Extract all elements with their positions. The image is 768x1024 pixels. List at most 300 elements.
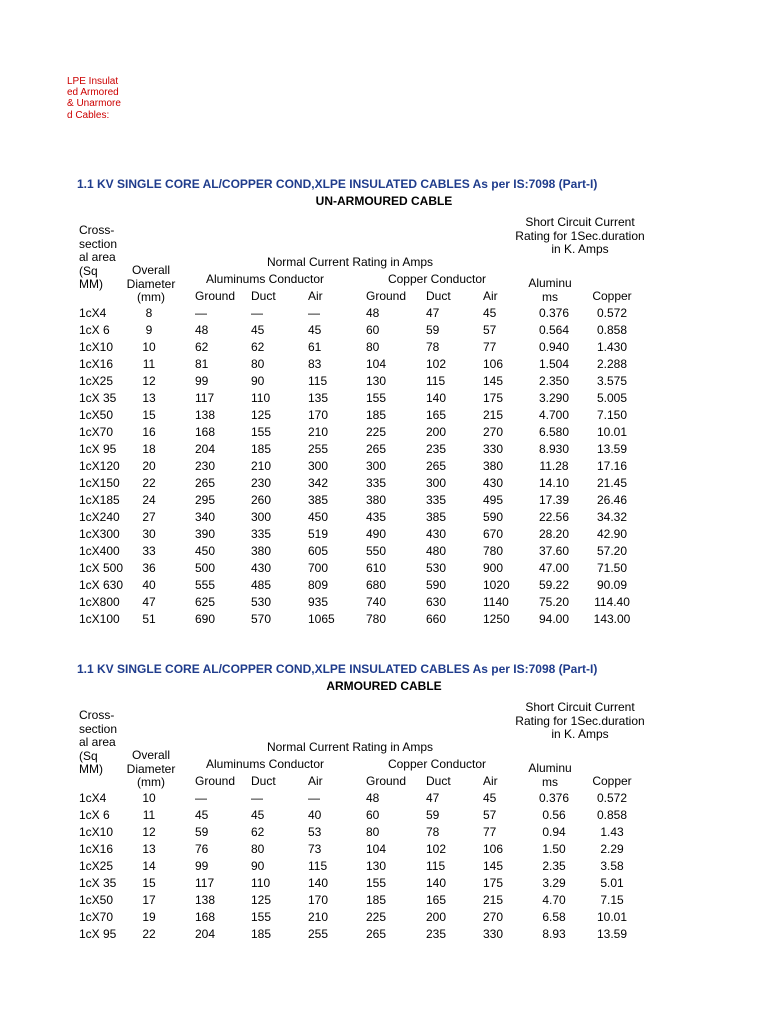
cell-overall-diameter: 33: [142, 544, 156, 558]
cell-cu-ground: 300: [366, 459, 387, 473]
cell-al-duct: 90: [251, 374, 265, 388]
cell-al-air: 385: [308, 493, 329, 507]
cell-cu-duct: 59: [426, 808, 440, 822]
cell-al-ground: 99: [195, 374, 209, 388]
cell-al-duct: 185: [251, 442, 272, 456]
table-row: [0, 560, 768, 577]
cell-al-air: 255: [308, 442, 329, 456]
cell-al-duct: —: [251, 306, 263, 320]
header-al-ground: Ground: [195, 289, 236, 303]
cell-al-ground: 204: [195, 927, 216, 941]
table-row: [0, 458, 768, 475]
cell-overall-diameter: 22: [142, 476, 156, 490]
cell-sc-copper: 13.59: [596, 927, 628, 941]
cell-cu-air: 670: [483, 527, 504, 541]
cell-cu-ground: 435: [366, 510, 387, 524]
cell-al-air: 170: [308, 408, 329, 422]
cell-al-air: 210: [308, 910, 329, 924]
cell-al-ground: 690: [195, 612, 216, 626]
cell-al-ground: 295: [195, 493, 216, 507]
cell-overall-diameter: 14: [142, 859, 156, 873]
table-row: [0, 390, 768, 407]
cell-cu-air: 1140: [483, 595, 509, 609]
cell-cu-ground: 60: [366, 808, 380, 822]
cell-cu-air: 175: [483, 876, 504, 890]
cell-cross-section: 1cX300: [79, 527, 120, 541]
cell-al-ground: 168: [195, 910, 216, 924]
cell-al-ground: 59: [195, 825, 209, 839]
header-normal-rating: Normal Current Rating in Amps: [266, 255, 434, 269]
cell-cu-duct: 200: [426, 425, 447, 439]
cell-al-ground: 500: [195, 561, 216, 575]
cell-cu-air: 45: [483, 306, 497, 320]
table-row: [0, 441, 768, 458]
cell-al-duct: —: [251, 791, 263, 805]
cell-sc-copper: 57.20: [596, 544, 628, 558]
cell-cu-air: 330: [483, 442, 504, 456]
cell-cu-duct: 430: [426, 527, 447, 541]
cell-cross-section: 1cX 95: [79, 442, 117, 456]
cell-sc-copper: 34.32: [596, 510, 628, 524]
cell-cu-duct: 165: [426, 408, 447, 422]
cell-al-air: 605: [308, 544, 329, 558]
table-row: [0, 407, 768, 424]
cell-cross-section: 1cX 35: [79, 391, 117, 405]
cell-al-air: 83: [308, 357, 322, 371]
header-cu-air: Air: [483, 289, 498, 303]
cell-cu-air: 45: [483, 791, 497, 805]
cell-al-air: 135: [308, 391, 329, 405]
cell-al-air: 115: [308, 374, 328, 388]
table-row: [0, 526, 768, 543]
cell-overall-diameter: 15: [142, 876, 156, 890]
cell-cu-ground: 335: [366, 476, 387, 490]
table-row: [0, 824, 768, 841]
cell-al-ground: 76: [195, 842, 209, 856]
cell-cross-section: 1cX10: [79, 825, 114, 839]
cell-sc-aluminums: 28.20: [538, 527, 570, 541]
cell-sc-aluminums: 0.56: [542, 808, 566, 822]
cell-al-air: 300: [308, 459, 329, 473]
cell-cross-section: 1cX 6: [79, 323, 110, 337]
cell-al-duct: 230: [251, 476, 272, 490]
cell-cross-section: 1cX240: [79, 510, 120, 524]
cell-overall-diameter: 22: [142, 927, 156, 941]
cell-al-ground: 138: [195, 893, 216, 907]
cell-sc-aluminums: 3.29: [542, 876, 566, 890]
cell-cu-air: 215: [483, 893, 504, 907]
cell-cross-section: 1cX 6: [79, 808, 110, 822]
cell-overall-diameter: 18: [142, 442, 156, 456]
cell-cu-ground: 80: [366, 340, 380, 354]
cell-cu-ground: 104: [366, 842, 387, 856]
table-row: [0, 909, 768, 926]
cell-cu-ground: 780: [366, 612, 387, 626]
cell-al-ground: 168: [195, 425, 216, 439]
header-cu-conductor: Copper Conductor: [387, 757, 487, 771]
cell-cross-section: 1cX4: [79, 791, 107, 805]
cell-cu-ground: 490: [366, 527, 387, 541]
header-overall-diameter: Overall Diameter (mm): [126, 748, 176, 789]
header-cu-conductor: Copper Conductor: [387, 272, 487, 286]
cell-cross-section: 1cX70: [79, 425, 114, 439]
cell-cross-section: 1cX70: [79, 910, 114, 924]
cell-cu-ground: 265: [366, 927, 387, 941]
table-row: [0, 509, 768, 526]
cell-cross-section: 1cX400: [79, 544, 120, 558]
cell-al-air: 61: [308, 340, 322, 354]
cell-overall-diameter: 8: [145, 306, 153, 320]
header-al-air: Air: [308, 289, 323, 303]
cell-cu-duct: 140: [426, 391, 447, 405]
cell-al-duct: 335: [251, 527, 272, 541]
cell-al-ground: 555: [195, 578, 216, 592]
cell-overall-diameter: 51: [142, 612, 156, 626]
cell-overall-diameter: 20: [142, 459, 156, 473]
cell-al-air: 1065: [308, 612, 335, 626]
cell-cu-duct: 78: [426, 825, 440, 839]
cell-overall-diameter: 17: [142, 893, 156, 907]
cell-cu-duct: 200: [426, 910, 447, 924]
cell-cu-air: 57: [483, 808, 497, 822]
cell-al-duct: 125: [251, 408, 272, 422]
cell-cu-air: 270: [483, 910, 504, 924]
cell-cu-air: 270: [483, 425, 504, 439]
table-row: [0, 543, 768, 560]
table-row: [0, 926, 768, 943]
header-sc-copper: Copper: [592, 289, 632, 303]
cell-cu-ground: 155: [366, 391, 387, 405]
cell-al-air: —: [308, 306, 320, 320]
table-row: [0, 858, 768, 875]
header-al-duct: Duct: [251, 774, 276, 788]
cell-al-air: 519: [308, 527, 329, 541]
cell-cross-section: 1cX50: [79, 408, 114, 422]
table-row: [0, 577, 768, 594]
table-row: [0, 807, 768, 824]
cell-cu-ground: 225: [366, 910, 387, 924]
cell-cu-duct: 385: [426, 510, 447, 524]
cell-al-duct: 570: [251, 612, 272, 626]
header-al-duct: Duct: [251, 289, 276, 303]
cell-overall-diameter: 11: [142, 357, 156, 371]
cell-al-duct: 45: [251, 323, 265, 337]
cell-cu-ground: 185: [366, 893, 387, 907]
table-row: [0, 424, 768, 441]
cell-sc-aluminums: 4.70: [542, 893, 566, 907]
cell-sc-copper: 3.58: [600, 859, 624, 873]
cell-overall-diameter: 9: [145, 323, 153, 337]
section-title: 1.1 KV SINGLE CORE AL/COPPER COND,XLPE INSULATED CABLES As per IS:7098 (Part-I): [77, 662, 598, 676]
cell-sc-aluminums: 37.60: [538, 544, 570, 558]
cell-al-air: 700: [308, 561, 329, 575]
cell-cu-ground: 265: [366, 442, 387, 456]
cell-al-ground: 99: [195, 859, 209, 873]
cell-overall-diameter: 36: [142, 561, 156, 575]
cell-cu-air: 106: [483, 842, 504, 856]
cell-al-air: 45: [308, 323, 322, 337]
cell-sc-copper: 5.01: [600, 876, 624, 890]
cell-cu-duct: 140: [426, 876, 447, 890]
cell-sc-aluminums: 59.22: [538, 578, 570, 592]
cell-al-duct: 485: [251, 578, 272, 592]
cell-sc-aluminums: 4.700: [538, 408, 570, 422]
table-row: [0, 892, 768, 909]
cell-cu-air: 780: [483, 544, 504, 558]
cell-cu-air: 330: [483, 927, 504, 941]
cell-cu-ground: 740: [366, 595, 387, 609]
cell-sc-aluminums: 3.290: [538, 391, 570, 405]
table-row: [0, 339, 768, 356]
section-title: 1.1 KV SINGLE CORE AL/COPPER COND,XLPE INSULATED CABLES As per IS:7098 (Part-I): [77, 177, 598, 191]
cell-al-air: 342: [308, 476, 329, 490]
header-cu-duct: Duct: [426, 289, 451, 303]
cell-sc-copper: 26.46: [596, 493, 628, 507]
cell-al-duct: 380: [251, 544, 272, 558]
cell-cross-section: 1cX800: [79, 595, 120, 609]
cell-cross-section: 1cX4: [79, 306, 107, 320]
cell-al-duct: 210: [251, 459, 272, 473]
cell-cu-air: 57: [483, 323, 497, 337]
cell-overall-diameter: 13: [142, 842, 156, 856]
cell-overall-diameter: 47: [142, 595, 156, 609]
cell-cu-air: 1020: [483, 578, 510, 592]
table-row: [0, 305, 768, 322]
cell-overall-diameter: 24: [142, 493, 156, 507]
header-al-ground: Ground: [195, 774, 236, 788]
cell-cross-section: 1cX120: [79, 459, 120, 473]
table-row: [0, 790, 768, 807]
cell-al-air: 115: [308, 859, 328, 873]
cell-al-air: 255: [308, 927, 329, 941]
cell-cu-duct: 102: [426, 357, 447, 371]
cell-cu-ground: 610: [366, 561, 387, 575]
cell-cu-duct: 235: [426, 927, 447, 941]
intro-heading: LPE Insulated Armored & Unarmored Cables:: [67, 76, 121, 121]
cell-sc-aluminums: 2.35: [542, 859, 566, 873]
cell-cross-section: 1cX50: [79, 893, 114, 907]
cell-cross-section: 1cX100: [79, 612, 120, 626]
cell-overall-diameter: 30: [142, 527, 156, 541]
cell-overall-diameter: 11: [142, 808, 156, 822]
cell-overall-diameter: 13: [142, 391, 156, 405]
cell-sc-copper: 0.858: [596, 808, 628, 822]
cell-overall-diameter: 10: [142, 340, 156, 354]
table-row: [0, 373, 768, 390]
cell-al-ground: 204: [195, 442, 216, 456]
section-subtitle: ARMOURED CABLE: [326, 679, 442, 693]
cell-sc-aluminums: 14.10: [538, 476, 570, 490]
cell-al-ground: 45: [195, 808, 209, 822]
cell-sc-aluminums: 8.930: [538, 442, 570, 456]
cell-sc-copper: 114.40: [594, 595, 630, 609]
cell-al-air: 210: [308, 425, 329, 439]
cell-cu-duct: 102: [426, 842, 447, 856]
table-row: [0, 492, 768, 509]
cell-sc-aluminums: 47.00: [538, 561, 570, 575]
cell-sc-copper: 1.430: [596, 340, 628, 354]
cell-al-air: 935: [308, 595, 329, 609]
cell-al-duct: 90: [251, 859, 265, 873]
cell-cu-ground: 680: [366, 578, 387, 592]
cell-cu-ground: 155: [366, 876, 387, 890]
header-cross-section: Cross-section al area (Sq MM): [79, 223, 118, 291]
cell-sc-copper: 71.50: [596, 561, 628, 575]
cell-al-ground: 340: [195, 510, 216, 524]
cell-cross-section: 1cX25: [79, 859, 114, 873]
cell-sc-aluminums: 17.39: [538, 493, 570, 507]
header-cu-ground: Ground: [366, 289, 407, 303]
header-cu-air: Air: [483, 774, 498, 788]
section-subtitle: UN-ARMOURED CABLE: [315, 194, 453, 208]
cell-sc-aluminums: 0.94: [542, 825, 566, 839]
header-short-circuit: Short Circuit Current Rating for 1Sec.duration in K. Amps: [515, 215, 645, 256]
cell-cu-ground: 380: [366, 493, 387, 507]
cell-sc-copper: 10.01: [596, 910, 628, 924]
cell-overall-diameter: 10: [142, 791, 156, 805]
cell-al-duct: 260: [251, 493, 272, 507]
cell-al-ground: 62: [195, 340, 209, 354]
cell-cross-section: 1cX 500: [79, 561, 124, 575]
cell-cu-duct: 300: [426, 476, 447, 490]
cell-al-air: 140: [308, 876, 329, 890]
armoured-section: [0, 662, 768, 962]
table-row: [0, 875, 768, 892]
cell-overall-diameter: 12: [142, 825, 156, 839]
cell-cross-section: 1cX16: [79, 842, 114, 856]
cell-al-duct: 300: [251, 510, 272, 524]
cell-al-duct: 530: [251, 595, 272, 609]
cell-sc-copper: 2.288: [596, 357, 628, 371]
cell-cross-section: 1cX10: [79, 340, 114, 354]
cell-sc-aluminums: 94.00: [538, 612, 570, 626]
cell-al-air: —: [308, 791, 320, 805]
cell-sc-copper: 0.572: [596, 791, 628, 805]
header-cross-section: Cross-section al area (Sq MM): [79, 708, 118, 776]
cell-sc-copper: 5.005: [596, 391, 628, 405]
cell-sc-copper: 0.572: [596, 306, 628, 320]
cell-al-air: 53: [308, 825, 322, 839]
cell-sc-copper: 17.16: [596, 459, 628, 473]
cell-al-duct: 110: [251, 391, 271, 405]
cell-sc-aluminums: 11.28: [539, 459, 569, 473]
unarmoured-section: [0, 177, 768, 637]
cell-sc-copper: 10.01: [596, 425, 628, 439]
cell-al-duct: 110: [251, 876, 271, 890]
cell-cross-section: 1cX 95: [79, 927, 117, 941]
cell-cu-ground: 104: [366, 357, 387, 371]
header-sc-copper: Copper: [592, 774, 632, 788]
cell-al-duct: 185: [251, 927, 272, 941]
cell-cu-ground: 550: [366, 544, 387, 558]
cell-cu-duct: 165: [426, 893, 447, 907]
header-al-conductor: Aluminums Conductor: [205, 272, 325, 286]
cell-cu-ground: 225: [366, 425, 387, 439]
cell-cu-duct: 115: [426, 859, 446, 873]
cell-al-air: 450: [308, 510, 329, 524]
cell-cu-air: 175: [483, 391, 504, 405]
table-row: [0, 594, 768, 611]
cell-al-ground: 48: [195, 323, 209, 337]
cell-sc-aluminums: 6.58: [542, 910, 566, 924]
cell-cu-air: 380: [483, 459, 504, 473]
header-cu-duct: Duct: [426, 774, 451, 788]
cell-al-ground: 138: [195, 408, 216, 422]
cell-al-duct: 155: [251, 425, 272, 439]
cell-cu-air: 106: [483, 357, 504, 371]
cell-sc-copper: 21.45: [596, 476, 628, 490]
cell-cu-duct: 115: [426, 374, 446, 388]
cell-cu-duct: 265: [426, 459, 447, 473]
header-al-conductor: Aluminums Conductor: [205, 757, 325, 771]
cell-sc-aluminums: 22.56: [538, 510, 570, 524]
cell-cu-air: 900: [483, 561, 504, 575]
cell-cu-duct: 530: [426, 561, 447, 575]
cell-al-duct: 80: [251, 357, 265, 371]
cell-sc-aluminums: 1.50: [542, 842, 566, 856]
cell-al-duct: 125: [251, 893, 272, 907]
cell-cross-section: 1cX25: [79, 374, 114, 388]
header-al-air: Air: [308, 774, 323, 788]
cell-al-air: 170: [308, 893, 329, 907]
cell-cross-section: 1cX 35: [79, 876, 117, 890]
cell-sc-copper: 7.15: [600, 893, 624, 907]
cell-al-ground: 117: [195, 876, 215, 890]
cell-sc-copper: 90.09: [596, 578, 628, 592]
cell-sc-copper: 7.150: [596, 408, 628, 422]
cell-cu-air: 145: [483, 859, 504, 873]
cell-al-duct: 155: [251, 910, 272, 924]
cell-cu-duct: 59: [426, 323, 440, 337]
cell-al-air: 809: [308, 578, 329, 592]
cell-cu-duct: 78: [426, 340, 440, 354]
cell-cross-section: 1cX16: [79, 357, 114, 371]
cell-al-ground: —: [195, 791, 207, 805]
cell-al-ground: 117: [195, 391, 215, 405]
cell-cu-ground: 48: [366, 306, 380, 320]
header-short-circuit: Short Circuit Current Rating for 1Sec.duration in K. Amps: [515, 700, 645, 741]
cell-overall-diameter: 40: [142, 578, 156, 592]
cell-al-duct: 62: [251, 825, 265, 839]
cell-sc-aluminums: 2.350: [538, 374, 570, 388]
cell-sc-copper: 42.90: [596, 527, 628, 541]
cell-cu-ground: 130: [366, 374, 387, 388]
cell-cu-air: 145: [483, 374, 504, 388]
cell-sc-copper: 143.00: [593, 612, 631, 626]
cell-cu-duct: 590: [426, 578, 447, 592]
cell-sc-aluminums: 0.564: [538, 323, 570, 337]
header-sc-aluminums: Aluminu ms: [528, 276, 572, 304]
cell-al-ground: 265: [195, 476, 216, 490]
cell-cross-section: 1cX 630: [79, 578, 124, 592]
cell-sc-copper: 0.858: [596, 323, 628, 337]
cell-cu-duct: 480: [426, 544, 447, 558]
cell-cu-air: 430: [483, 476, 504, 490]
cell-cu-duct: 660: [426, 612, 447, 626]
cell-sc-copper: 13.59: [596, 442, 628, 456]
cell-al-ground: 625: [195, 595, 216, 609]
cell-overall-diameter: 15: [142, 408, 156, 422]
cell-cu-ground: 60: [366, 323, 380, 337]
cell-al-ground: 81: [195, 357, 209, 371]
cell-cu-air: 590: [483, 510, 504, 524]
cell-overall-diameter: 27: [142, 510, 156, 524]
cell-sc-aluminums: 75.20: [538, 595, 570, 609]
cell-overall-diameter: 12: [142, 374, 156, 388]
cell-al-duct: 62: [251, 340, 265, 354]
cell-cu-air: 215: [483, 408, 504, 422]
cell-cu-duct: 47: [426, 306, 440, 320]
